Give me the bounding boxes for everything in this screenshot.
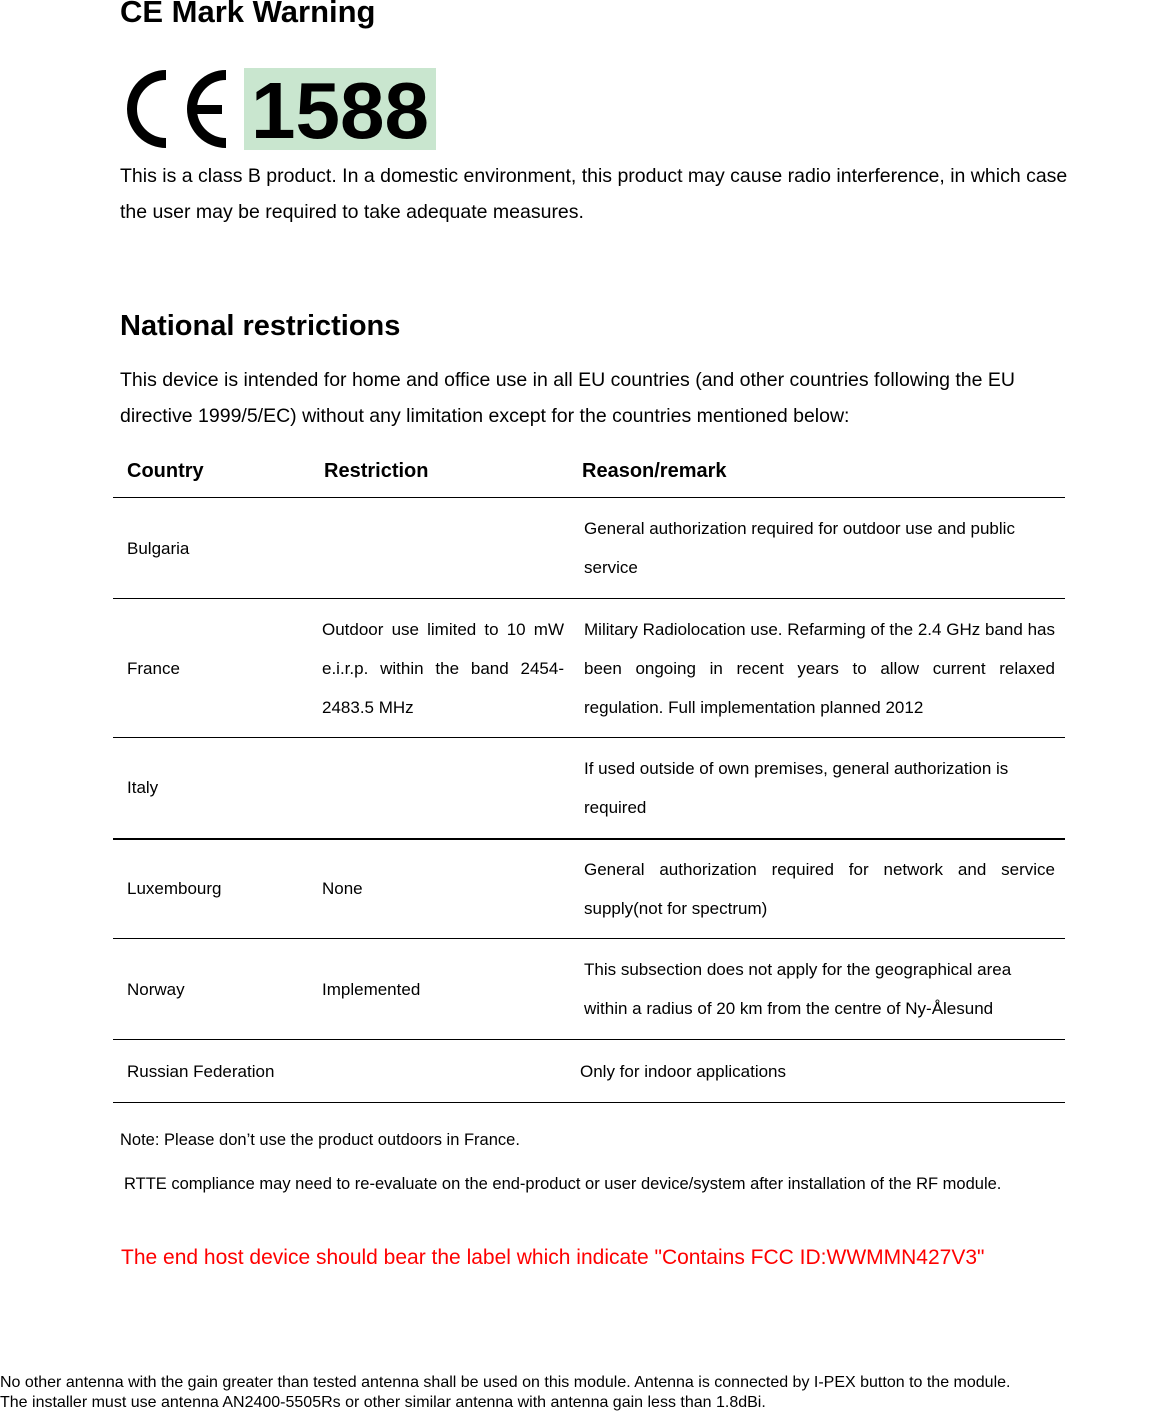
restriction-cell <box>318 738 572 839</box>
header-reason-remark: Reason/remark <box>572 445 1065 498</box>
antenna-notice <box>0 1373 1166 1413</box>
country-cell: Russian Federation <box>113 1040 318 1103</box>
national-restrictions-title: National restrictions <box>120 310 401 342</box>
header-restriction: Restriction <box>318 445 572 498</box>
antenna-notice-line: No other antenna with the gain greater than tested antenna shall be used on this module. Antenna is connected by I-PEX button to the module. <box>0 1374 1011 1391</box>
remark-cell: General authorization required for outdoor use and public service <box>572 498 1065 599</box>
country-cell: Bulgaria <box>113 498 318 599</box>
remark-cell: Only for indoor applications <box>572 1040 1065 1103</box>
table-row <box>113 1040 1065 1103</box>
ce-warning-text: This is a class B product. In a domestic environment, this product may cause radio interference, in which case the user may be required to take adequate measures. <box>120 165 1068 223</box>
restriction-cell: Implemented <box>318 939 572 1040</box>
rtte-compliance-note: RTTE compliance may need to re-evaluate on the end-product or user device/system after installation of the RF module. <box>124 1175 1002 1193</box>
header-country: Country <box>113 445 318 498</box>
restriction-cell: Outdoor use limited to 10 mW e.i.r.p. within the band 2454-2483.5 MHz <box>318 599 572 738</box>
country-cell: Italy <box>113 738 318 839</box>
france-note: Note: Please don’t use the product outdoors in France. <box>120 1131 520 1149</box>
national-restrictions-text: This device is intended for home and office use in all EU countries (and other countries following the EU directive 1999/5/EC) without any limitation except for the countries mentioned below: <box>120 369 1015 427</box>
restriction-cell <box>318 498 572 599</box>
restrictions-table <box>113 445 1065 1103</box>
table-row <box>113 599 1065 738</box>
remark-cell: If used outside of own premises, general authorization is required <box>572 738 1065 839</box>
table-header-row <box>113 445 1065 498</box>
table-row <box>113 939 1065 1040</box>
restriction-cell: None <box>318 839 572 939</box>
table-row <box>113 498 1065 599</box>
country-cell: Norway <box>113 939 318 1040</box>
remark-cell: Military Radiolocation use. Refarming of the 2.4 GHz band has been ongoing in recent years to allow current relaxed regulation. Full implementation planned 2012 <box>572 599 1065 738</box>
ce-warning-title: CE Mark Warning <box>120 0 376 29</box>
country-cell: Luxembourg <box>113 839 318 939</box>
table-row <box>113 839 1065 939</box>
notified-body-number: 1588 <box>251 68 429 150</box>
remark-cell: This subsection does not apply for the geographical area within a radius of 20 km from the centre of Ny-Ålesund <box>572 939 1065 1040</box>
remark-cell: General authorization required for network and service supply(not for spectrum) <box>572 839 1065 939</box>
table-row <box>113 738 1065 839</box>
fcc-label-requirement: The end host device should bear the label which indicate "Contains FCC ID:WWMMN427V3" <box>121 1246 985 1269</box>
restriction-cell <box>318 1040 572 1103</box>
ce-mark-logo <box>118 68 438 150</box>
antenna-notice-line: The installer must use antenna AN2400-5505Rs or other similar antenna with antenna gain less than 1.8dBi. <box>0 1394 766 1411</box>
country-cell: France <box>113 599 318 738</box>
